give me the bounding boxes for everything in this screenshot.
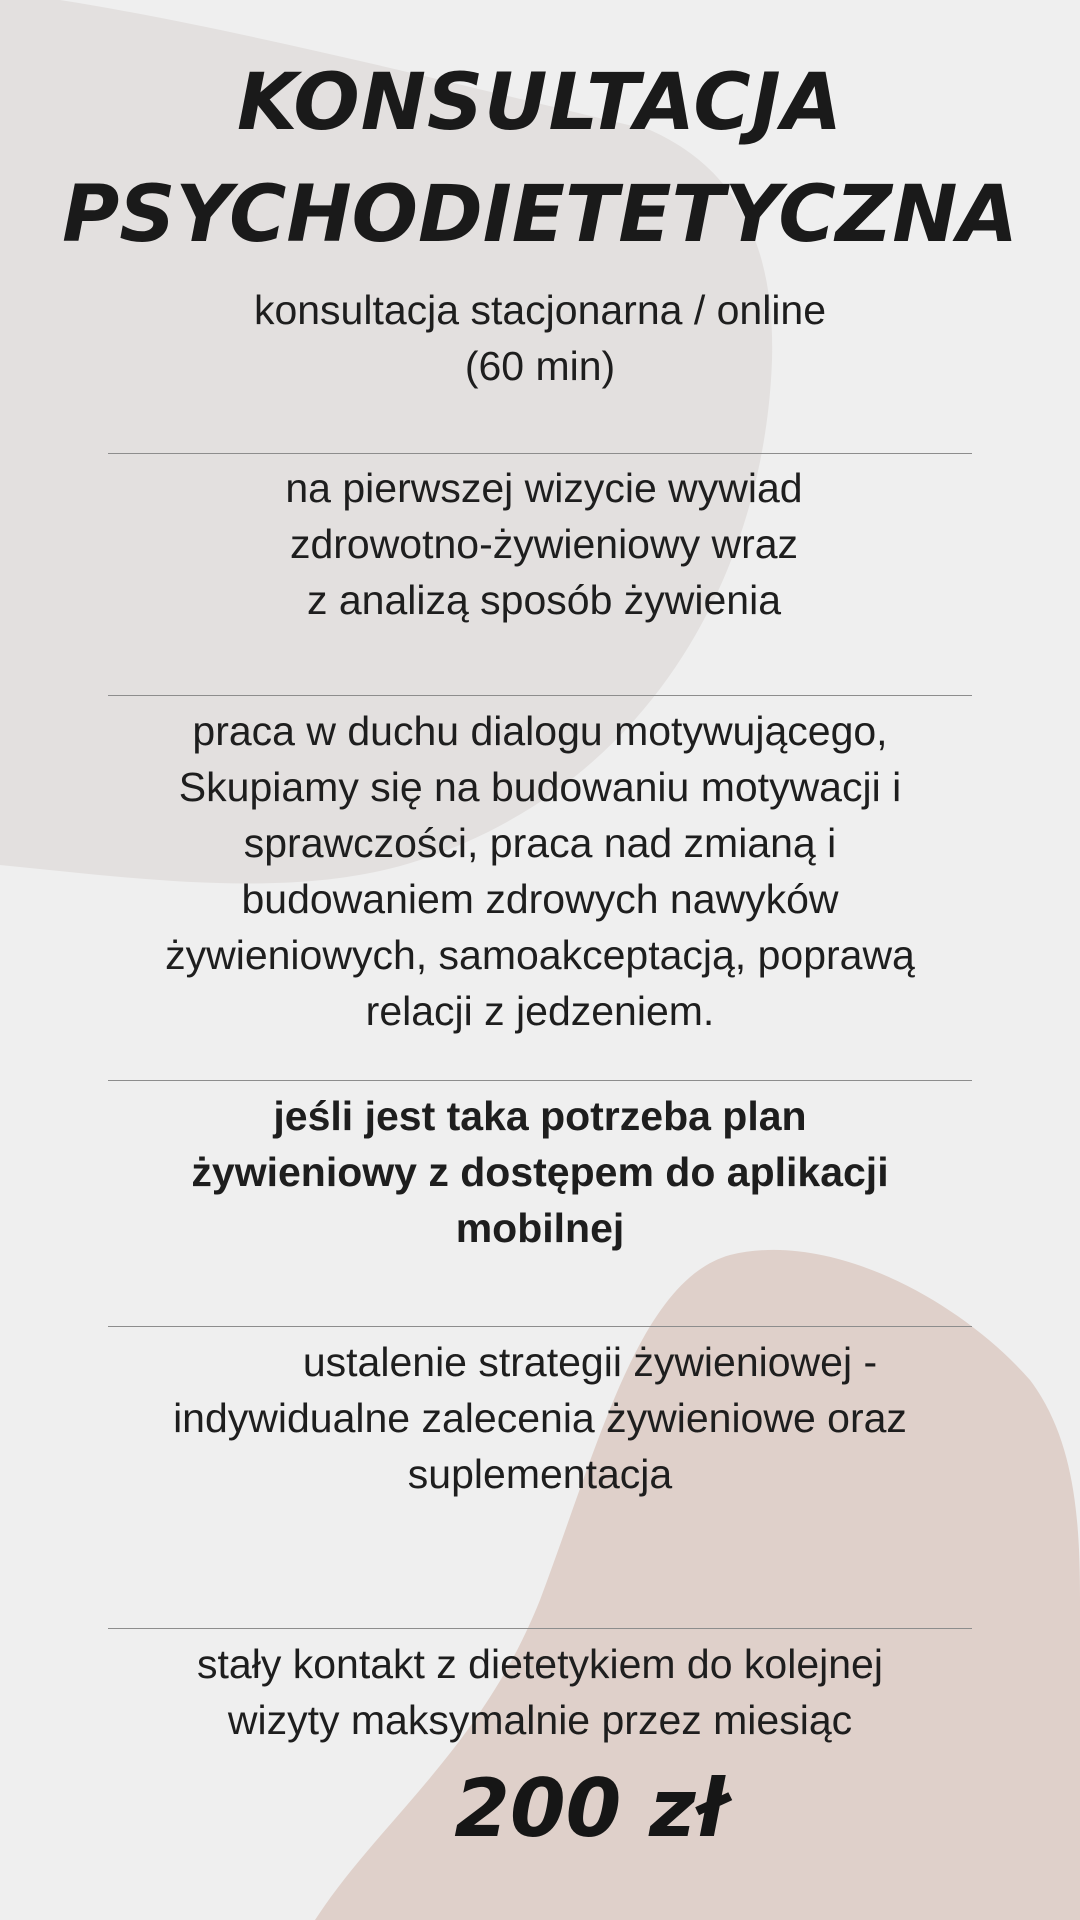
section-line: Skupiamy się na budowaniu motywacji i	[178, 764, 902, 810]
section-line: zdrowotno-żywieniowy wraz	[289, 521, 799, 567]
section-line: suplementacja	[407, 1451, 673, 1497]
page-title-line-2: PSYCHODIETETYCZNA	[62, 170, 1018, 260]
divider	[108, 1628, 972, 1629]
section-line: na pierwszej wizycie wywiad	[285, 465, 803, 511]
section-line: stały kontakt z dietetykiem do kolejnej	[197, 1641, 883, 1687]
section-line: z analizą sposób żywienia	[306, 577, 782, 623]
section-line: ustalenie strategii żywieniowej -	[302, 1339, 878, 1385]
section-line: praca w duchu dialogu motywującego,	[192, 708, 888, 754]
divider	[108, 1080, 972, 1081]
section-line: żywieniowy z dostępem do aplikacji	[191, 1149, 889, 1195]
section-line: mobilnej	[455, 1205, 625, 1251]
price: 200 zł	[454, 1762, 726, 1855]
section-line: żywieniowych, samoakceptacją, poprawą	[165, 932, 915, 978]
page-title-line-1: KONSULTACJA	[236, 58, 844, 148]
divider	[108, 453, 972, 454]
section-line: budowaniem zdrowych nawyków	[241, 876, 839, 922]
section-contact	[108, 1636, 972, 1748]
subtitle-duration: (60 min)	[464, 343, 616, 389]
section-meal-plan	[108, 1088, 972, 1256]
divider	[108, 1326, 972, 1327]
section-strategy	[108, 1334, 972, 1502]
section-line: relacji z jedzeniem.	[365, 988, 715, 1034]
section-line: wizyty maksymalnie przez miesiąc	[227, 1697, 853, 1743]
section-line: indywidualne zalecenia żywieniowe oraz	[173, 1395, 907, 1441]
section-first-visit	[108, 460, 976, 628]
subtitle-format: konsultacja stacjonarna / online	[253, 287, 827, 333]
divider	[108, 695, 972, 696]
section-line: jeśli jest taka potrzeba plan	[273, 1093, 807, 1139]
section-line: sprawczości, praca nad zmianą i	[243, 820, 837, 866]
section-motivational-work	[108, 703, 972, 1039]
